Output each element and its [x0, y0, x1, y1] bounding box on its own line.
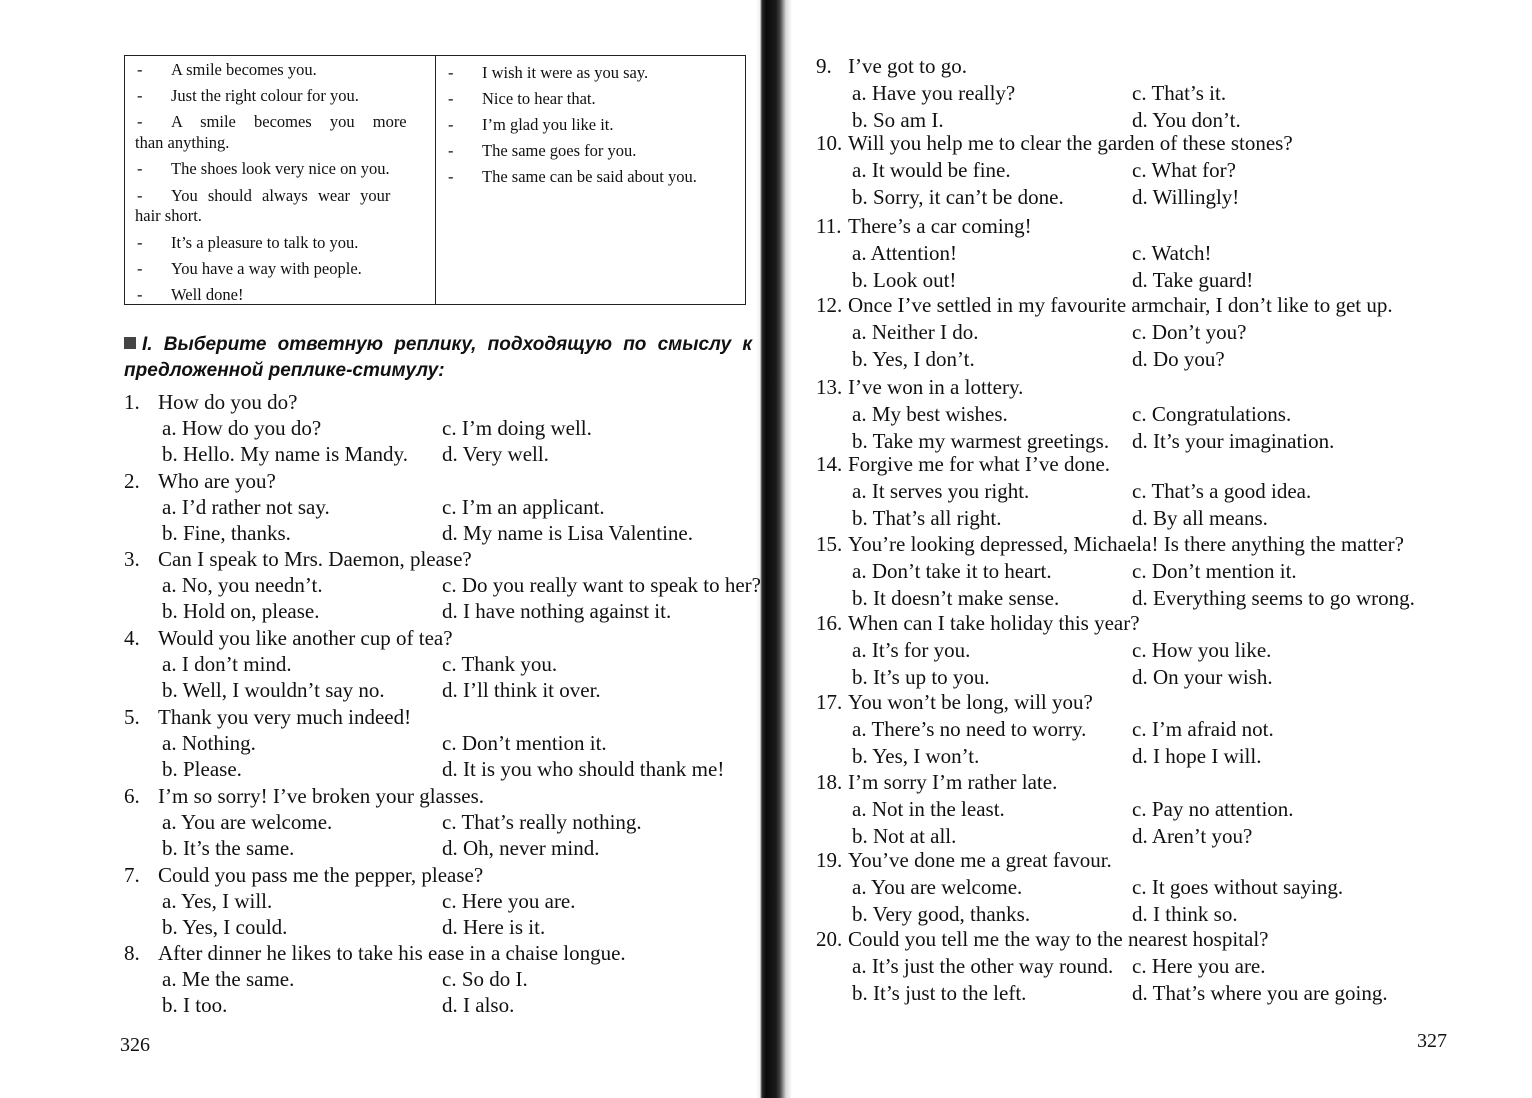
question-number: 17. — [816, 690, 843, 714]
option-a: a. I’d rather not say. — [162, 495, 330, 520]
option-b: b. Sorry, it can’t be done. — [852, 185, 1064, 209]
question-number: 3. — [124, 547, 140, 571]
option-c: c. Don’t you? — [1132, 320, 1247, 344]
question-prompt: Who are you? — [158, 469, 276, 493]
heading-word: по — [623, 334, 647, 355]
option-c: c. What for? — [1132, 158, 1236, 182]
option-c: c. Don’t mention it. — [1132, 559, 1297, 583]
task-heading-line2: предложенной реплике-стимулу: — [124, 360, 445, 381]
page-right — [792, 0, 1532, 1098]
table-cell: The same goes for you. — [482, 141, 637, 160]
question-prompt: I’ve won in a lottery. — [848, 375, 1024, 399]
option-a: a. I don’t mind. — [162, 652, 292, 677]
option-c: c. Pay no attention. — [1132, 797, 1294, 821]
option-d: d. Take guard! — [1132, 268, 1254, 292]
question-prompt: I’m so sorry! I’ve broken your glasses. — [158, 784, 485, 808]
question-number: 5. — [124, 705, 140, 729]
option-c: c. So do I. — [442, 967, 528, 992]
question-prompt: You’ve done me a great favour. — [848, 848, 1112, 872]
question-number: 2. — [124, 469, 140, 493]
option-c: c. Congratulations. — [1132, 402, 1292, 426]
phrase-table — [124, 55, 746, 305]
question-prompt: Once I’ve settled in my favourite armchair, I don’t like to get up. — [848, 293, 1393, 317]
option-b: b. That’s all right. — [852, 506, 1002, 530]
option-c: c. Here you are. — [442, 889, 576, 914]
option-d: d. I’ll think it over. — [442, 678, 601, 703]
question-prompt: I’ve got to go. — [848, 54, 967, 78]
question-prompt: How do you do? — [158, 390, 298, 414]
heading-word: Выберите — [163, 334, 267, 355]
option-d: d. Everything seems to go wrong. — [1132, 586, 1415, 610]
option-d: d. Willingly! — [1132, 185, 1240, 209]
option-c: c. I’m doing well. — [442, 416, 592, 441]
option-a: a. Don’t take it to heart. — [852, 559, 1052, 583]
dash: - — [448, 167, 454, 186]
option-a: a. Have you really? — [852, 81, 1016, 105]
option-c: c. It goes without saying. — [1132, 875, 1344, 899]
question-prompt: Will you help me to clear the garden of these stones? — [848, 131, 1293, 155]
option-b: b. Yes, I don’t. — [852, 347, 975, 371]
dash: - — [137, 112, 143, 131]
table-cell: It’s a pleasure to talk to you. — [171, 233, 359, 252]
dash: - — [137, 285, 143, 304]
question-prompt: I’m sorry I’m rather late. — [848, 770, 1058, 794]
table-cell: Just the right colour for you. — [171, 86, 359, 105]
option-a: a. You are welcome. — [162, 810, 333, 835]
heading-word: подходящую — [487, 334, 613, 355]
option-a: a. My best wishes. — [852, 402, 1008, 426]
page-number-left: 326 — [120, 1034, 150, 1056]
option-b: b. It’s up to you. — [852, 665, 990, 689]
option-c: c. Do you really want to speak to her? — [442, 573, 761, 598]
option-a: a. Not in the least. — [852, 797, 1005, 821]
option-c: c. I’m an applicant. — [442, 495, 605, 520]
option-a: a. Neither I do. — [852, 320, 979, 344]
option-a: a. It’s for you. — [852, 638, 971, 662]
question-prompt: There’s a car coming! — [848, 214, 1032, 238]
option-c: c. Watch! — [1132, 241, 1212, 265]
option-a: a. It serves you right. — [852, 479, 1030, 503]
table-cell: You have a way with people. — [171, 259, 362, 278]
dash: - — [137, 86, 143, 105]
option-b: b. So am I. — [852, 108, 944, 132]
option-b: b. It’s just to the left. — [852, 981, 1027, 1005]
option-c: c. How you like. — [1132, 638, 1272, 662]
task-number: I. — [142, 334, 153, 355]
option-d: d. I have nothing against it. — [442, 599, 672, 624]
dash: - — [137, 259, 143, 278]
dash: - — [137, 60, 143, 79]
option-a: a. Yes, I will. — [162, 889, 273, 914]
question-number: 14. — [816, 452, 843, 476]
option-a: a. There’s no need to worry. — [852, 717, 1087, 741]
square-bullet-icon — [124, 337, 136, 349]
question-number: 11. — [816, 214, 842, 238]
option-c: c. Don’t mention it. — [442, 731, 607, 756]
book-spine — [756, 0, 792, 1098]
dash: - — [448, 115, 454, 134]
option-c: c. Thank you. — [442, 652, 558, 677]
option-c: c. That’s a good idea. — [1132, 479, 1312, 503]
question-prompt: You won’t be long, will you? — [848, 690, 1093, 714]
phrase-column-right — [436, 56, 745, 304]
table-cell: You should always wear your — [171, 186, 391, 205]
question-prompt: Can I speak to Mrs. Daemon, please? — [158, 547, 472, 571]
option-d: d. Very well. — [442, 442, 549, 467]
option-b: b. Yes, I won’t. — [852, 744, 980, 768]
option-b: b. Hello. My name is Mandy. — [162, 442, 408, 467]
option-b: b. It’s the same. — [162, 836, 295, 861]
question-prompt: Forgive me for what I’ve done. — [848, 452, 1111, 476]
option-b: b. Please. — [162, 757, 242, 782]
question-number: 19. — [816, 848, 843, 872]
page-left — [0, 0, 761, 1098]
option-d: d. Here is it. — [442, 915, 546, 940]
option-b: b. Hold on, please. — [162, 599, 320, 624]
question-number: 4. — [124, 626, 140, 650]
option-b: b. Look out! — [852, 268, 957, 292]
option-a: a. It would be fine. — [852, 158, 1011, 182]
option-b: b. Not at all. — [852, 824, 957, 848]
option-d: d. It’s your imagination. — [1132, 429, 1335, 453]
option-a: a. Nothing. — [162, 731, 256, 756]
option-c: c. That’s it. — [1132, 81, 1227, 105]
option-d: d. I hope I will. — [1132, 744, 1262, 768]
heading-word: к — [742, 334, 752, 355]
option-d: d. Oh, never mind. — [442, 836, 600, 861]
question-number: 10. — [816, 131, 843, 155]
option-c: c. That’s really nothing. — [442, 810, 642, 835]
option-d: d. You don’t. — [1132, 108, 1241, 132]
option-d: d. It is you who should thank me! — [442, 757, 725, 782]
option-a: a. How do you do? — [162, 416, 322, 441]
option-a: a. No, you needn’t. — [162, 573, 323, 598]
option-c: c. Here you are. — [1132, 954, 1266, 978]
option-a: a. It’s just the other way round. — [852, 954, 1114, 978]
option-d: d. I also. — [442, 993, 515, 1018]
dash: - — [448, 89, 454, 108]
dash: - — [137, 233, 143, 252]
option-d: d. Aren’t you? — [1132, 824, 1253, 848]
question-prompt: Could you tell me the way to the nearest hospital? — [848, 927, 1269, 951]
table-cell: Well done! — [171, 285, 244, 304]
table-cell: A smile becomes you more — [171, 112, 407, 131]
dash: - — [137, 159, 143, 178]
option-d: d. By all means. — [1132, 506, 1268, 530]
option-b: b. Very good, thanks. — [852, 902, 1031, 926]
option-a: a. Me the same. — [162, 967, 295, 992]
dash: - — [137, 186, 143, 205]
option-a: a. Attention! — [852, 241, 957, 265]
question-number: 6. — [124, 784, 140, 808]
question-number: 15. — [816, 532, 843, 556]
option-a: a. You are welcome. — [852, 875, 1023, 899]
question-number: 1. — [124, 390, 140, 414]
question-number: 13. — [816, 375, 843, 399]
table-cell: hair short. — [135, 206, 202, 225]
table-cell: A smile becomes you. — [171, 60, 317, 79]
question-prompt: After dinner he likes to take his ease in a chaise longue. — [158, 941, 626, 965]
table-cell: I wish it were as you say. — [482, 63, 649, 82]
heading-word: реплику, — [394, 334, 477, 355]
option-d: d. On your wish. — [1132, 665, 1273, 689]
option-d: d. That’s where you are going. — [1132, 981, 1388, 1005]
phrase-column-left — [125, 56, 436, 304]
table-cell: I’m glad you like it. — [482, 115, 614, 134]
page-number-right: 327 — [1417, 1030, 1447, 1052]
option-d: d. Do you? — [1132, 347, 1225, 371]
question-number: 8. — [124, 941, 140, 965]
heading-word: ответную — [277, 334, 384, 355]
option-d: d. My name is Lisa Valentine. — [442, 521, 693, 546]
table-cell: The shoes look very nice on you. — [171, 159, 390, 178]
question-number: 7. — [124, 863, 140, 887]
question-number: 18. — [816, 770, 843, 794]
option-b: b. It doesn’t make sense. — [852, 586, 1060, 610]
question-prompt: Would you like another cup of tea? — [158, 626, 453, 650]
question-prompt: You’re looking depressed, Michaela! Is there anything the matter? — [848, 532, 1404, 556]
option-b: b. I too. — [162, 993, 228, 1018]
question-number: 20. — [816, 927, 843, 951]
option-c: c. I’m afraid not. — [1132, 717, 1274, 741]
table-cell: Nice to hear that. — [482, 89, 596, 108]
heading-word: смыслу — [657, 334, 732, 355]
table-cell: The same can be said about you. — [482, 167, 697, 186]
option-b: b. Take my warmest greetings. — [852, 429, 1110, 453]
dash: - — [448, 63, 454, 82]
question-prompt: Could you pass me the pepper, please? — [158, 863, 484, 887]
option-b: b. Fine, thanks. — [162, 521, 291, 546]
question-prompt: Thank you very much indeed! — [158, 705, 412, 729]
question-number: 12. — [816, 293, 843, 317]
question-number: 16. — [816, 611, 843, 635]
question-number: 9. — [816, 54, 832, 78]
option-b: b. Well, I wouldn’t say no. — [162, 678, 385, 703]
question-prompt: When can I take holiday this year? — [848, 611, 1140, 635]
task-heading — [124, 332, 752, 384]
option-d: d. I think so. — [1132, 902, 1238, 926]
option-b: b. Yes, I could. — [162, 915, 288, 940]
table-cell: than anything. — [135, 133, 230, 152]
dash: - — [448, 141, 454, 160]
